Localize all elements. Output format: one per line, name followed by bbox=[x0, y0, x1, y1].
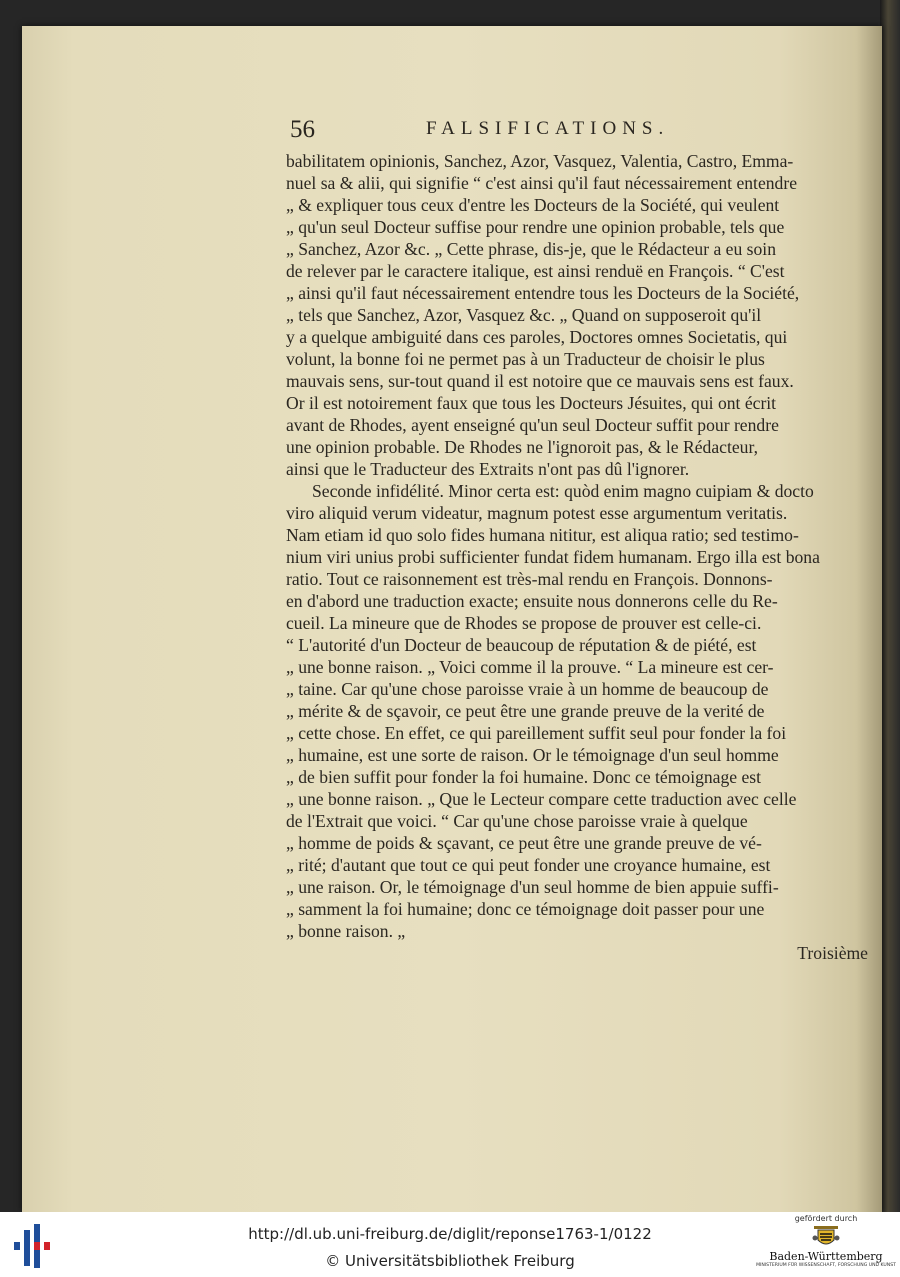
text-line: babilitatem opinionis, Sanchez, Azor, Vasquez, Valentia, Castro, Emma- bbox=[286, 151, 794, 171]
text-line: en d'abord une traduction exacte; ensuite nous donnerons celle du Re- bbox=[286, 591, 778, 611]
text-line: „ ainsi qu'il faut nécessairement entendre tous les Docteurs de la Société, bbox=[286, 283, 800, 303]
text-line: viro aliquid verum videatur, magnum potest esse argumentum veritatis. bbox=[286, 503, 788, 523]
document-url-link[interactable]: http://dl.ub.uni-freiburg.de/diglit/reponse1763-1/0122 bbox=[248, 1225, 652, 1243]
text-line: cueil. La mineure que de Rhodes se propose de prouver est celle-ci. bbox=[286, 613, 762, 633]
catchword: Troisième bbox=[797, 943, 868, 963]
text-line: „ une raison. Or, le témoignage d'un seul homme de bien appuie suffi- bbox=[286, 877, 779, 897]
text-line: „ Sanchez, Azor &c. „ Cette phrase, dis-je, que le Rédacteur a eu soin bbox=[286, 239, 776, 259]
text-line: Or il est notoirement faux que tous les Docteurs Jésuites, qui ont écrit bbox=[286, 393, 777, 413]
text-line: „ rité; d'autant que tout ce qui peut fonder une croyance humaine, est bbox=[286, 855, 771, 875]
text-line: Seconde infidélité. Minor certa est: quòd enim magno cuipiam & docto bbox=[312, 481, 814, 501]
text-line: de relever par le caractere italique, est ainsi renduë en François. “ C'est bbox=[286, 261, 785, 281]
running-head: FALSIFICATIONS. bbox=[426, 118, 670, 139]
text-line: mauvais sens, sur-tout quand il est notoire que ce mauvais sens est faux. bbox=[286, 371, 794, 391]
text-line: „ une bonne raison. „ Voici comme il la prouve. “ La mineure est cer- bbox=[286, 657, 774, 677]
text-line: ratio. Tout ce raisonnement est très-mal rendu en François. Donnons- bbox=[286, 569, 773, 589]
copyright-notice: © Universitätsbibliothek Freiburg bbox=[325, 1252, 575, 1270]
text-line: „ qu'un seul Docteur suffise pour rendre une opinion probable, tels que bbox=[286, 217, 785, 237]
book-spine bbox=[880, 0, 900, 1212]
page-number: 56 bbox=[290, 116, 315, 143]
text-line: nuel sa & alii, qui signifie “ c'est ainsi qu'il faut nécessairement entendre bbox=[286, 173, 798, 193]
viewer-footer bbox=[0, 1212, 900, 1277]
text-line: „ une bonne raison. „ Que le Lecteur compare cette traduction avec celle bbox=[286, 789, 797, 809]
text-line: „ homme de poids & sçavant, ce peut être une grande preuve de vé- bbox=[286, 833, 762, 853]
text-line: y a quelque ambiguité dans ces paroles, Doctores omnes Societatis, qui bbox=[286, 327, 788, 347]
text-line: “ L'autorité d'un Docteur de beaucoup de réputation & de piété, est bbox=[286, 635, 757, 655]
sponsor-name: Baden-Württemberg bbox=[769, 1250, 883, 1263]
text-line: „ cette chose. En effet, ce qui pareillement suffit seul pour fonder la foi bbox=[286, 723, 787, 743]
text-line: de l'Extrait que voici. “ Car qu'une chose paroisse vraie à quelque bbox=[286, 811, 748, 831]
text-line: avant de Rhodes, ayent enseigné qu'un seul Docteur suffit pour rendre bbox=[286, 415, 779, 435]
page-header bbox=[290, 116, 870, 146]
text-line: volunt, la bonne foi ne permet pas à un Traducteur de choisir le plus bbox=[286, 349, 765, 369]
sponsor-ministry: MINISTERIUM FÜR WISSENSCHAFT, FORSCHUNG UND KUNST bbox=[756, 1263, 896, 1268]
text-line: „ tels que Sanchez, Azor, Vasquez &c. „ Quand on supposeroit qu'il bbox=[286, 305, 762, 325]
sponsor-block bbox=[752, 1214, 900, 1276]
text-line: „ & expliquer tous ceux d'entre les Docteurs de la Société, qui veulent bbox=[286, 195, 780, 215]
page-body bbox=[286, 150, 868, 964]
text-line: une opinion probable. De Rhodes ne l'ignoroit pas, & le Rédacteur, bbox=[286, 437, 759, 457]
text-line: „ samment la foi humaine; donc ce témoignage doit passer pour une bbox=[286, 899, 765, 919]
text-line: „ taine. Car qu'une chose paroisse vraie à un homme de beaucoup de bbox=[286, 679, 769, 699]
text-line: nium viri unius probi sufficienter fundat fidem humanam. Ergo illa est bona bbox=[286, 547, 820, 567]
sponsor-label: gefördert durch bbox=[794, 1214, 858, 1223]
text-line: „ bonne raison. „ bbox=[286, 921, 406, 941]
text-line: „ de bien suffit pour fonder la foi humaine. Donc ce témoignage est bbox=[286, 767, 762, 787]
text-line: „ humaine, est une sorte de raison. Or le témoignage d'un seul homme bbox=[286, 745, 779, 765]
text-line: ainsi que le Traducteur des Extraits n'ont pas dû l'ignorer. bbox=[286, 459, 690, 479]
text-line: Nam etiam id quo solo fides humana nititur, est aliqua ratio; sed testimo- bbox=[286, 525, 799, 545]
text-line: „ mérite & de sçavoir, ce peut être une grande preuve de la verité de bbox=[286, 701, 765, 721]
coat-of-arms-icon bbox=[812, 1224, 840, 1250]
